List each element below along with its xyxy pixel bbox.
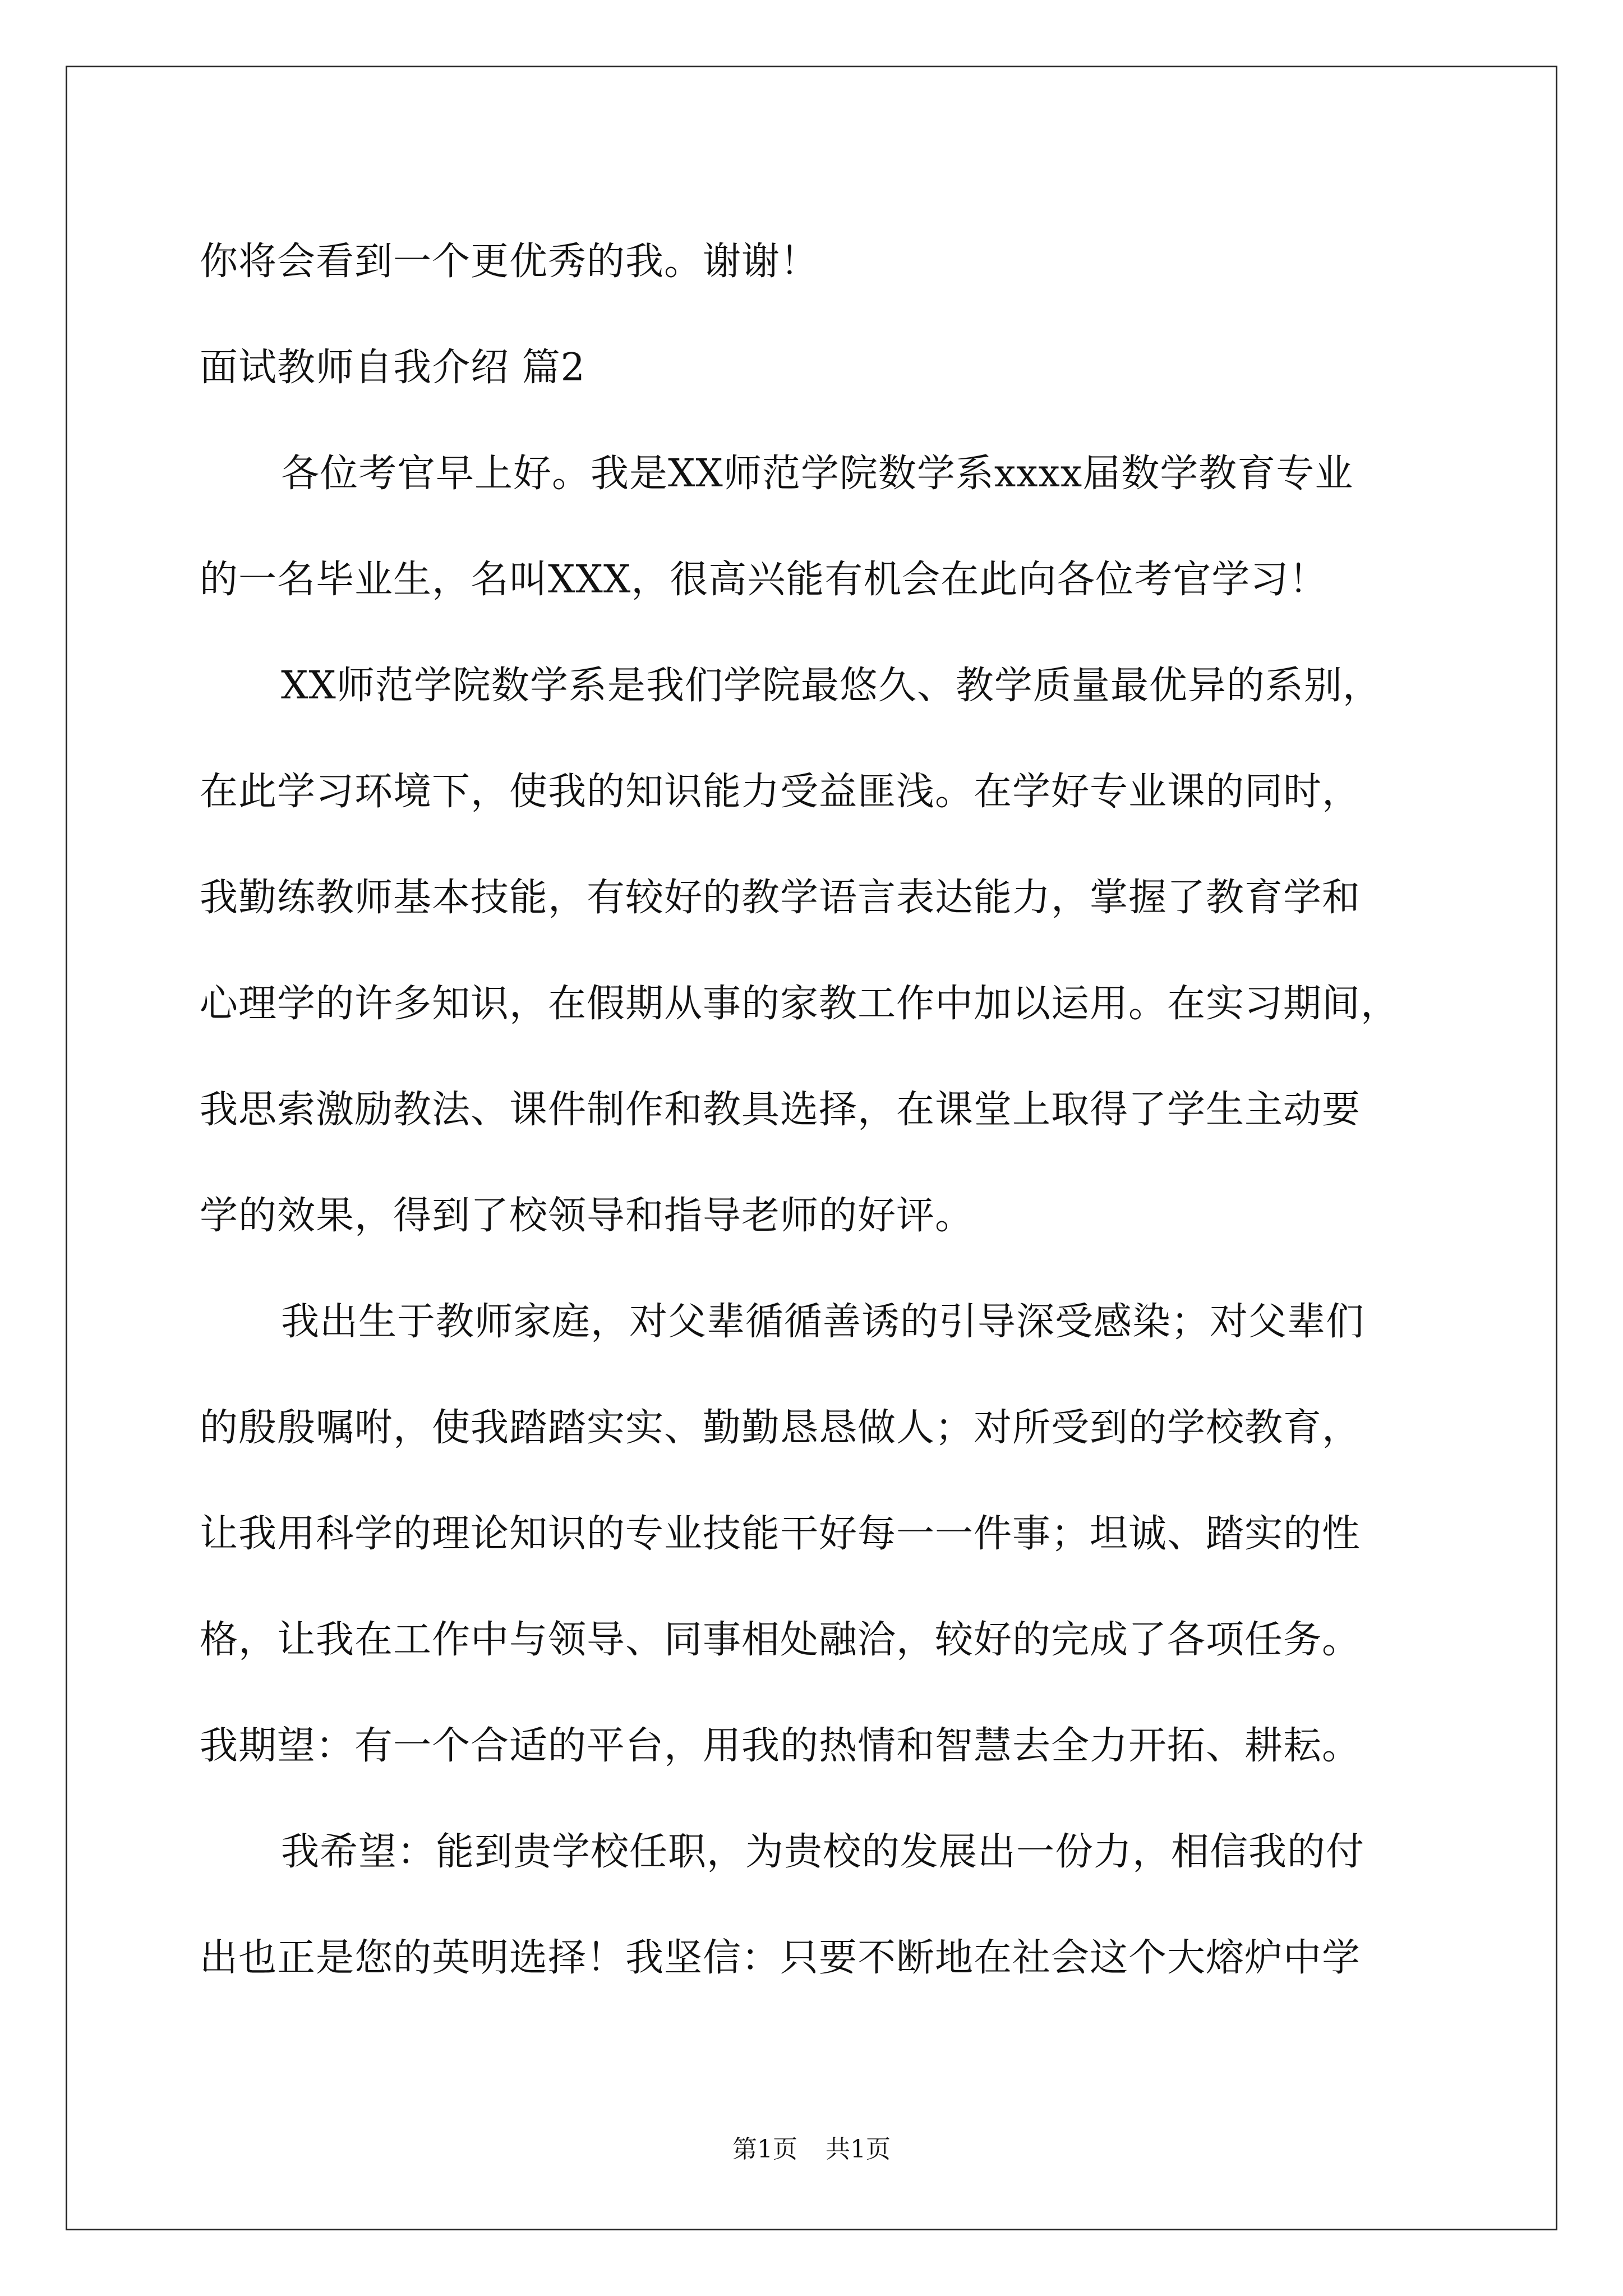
paragraph-line: 格，让我在工作中与领导、同事相处融洽，较好的完成了各项任务。 xyxy=(200,1618,1361,1662)
paragraph-line: 出也正是您的英明选择！我坚信：只要不断地在社会这个大熔炉中学 xyxy=(200,1936,1361,1980)
page-number: 第1页 xyxy=(732,2135,797,2164)
paragraph-line: 在此学习环境下，使我的知识能力受益匪浅。在学好专业课的同时， xyxy=(200,770,1361,814)
paragraph-line: 的一名毕业生，名叫XXX，很高兴能有机会在此向各位考官学习！ xyxy=(200,558,1328,602)
paragraph-line: 学的效果，得到了校领导和指导老师的好评。 xyxy=(200,1194,974,1238)
page-footer xyxy=(0,2129,1623,2165)
section-heading: 面试教师自我介绍 篇2 xyxy=(200,346,585,390)
paragraph-line: 我思索激励教法、课件制作和教具选择，在课堂上取得了学生主动要 xyxy=(200,1088,1361,1132)
paragraph-line: 心理学的许多知识，在假期从事的家教工作中加以运用。在实习期间， xyxy=(200,982,1400,1026)
paragraph-line: 我出生于教师家庭，对父辈循循善诱的引导深受感染；对父辈们 xyxy=(281,1300,1365,1344)
paragraph-line: XX师范学院数学系是我们学院最悠久、教学质量最优异的系别， xyxy=(281,664,1381,708)
page-total: 共1页 xyxy=(826,2135,891,2164)
paragraph-line: 的殷殷嘱咐，使我踏踏实实、勤勤恳恳做人；对所受到的学校教育， xyxy=(200,1406,1361,1450)
paragraph-line: 我期望：有一个合适的平台，用我的热情和智慧去全力开拓、耕耘。 xyxy=(200,1724,1361,1768)
paragraph-line: 我希望：能到贵学校任职，为贵校的发展出一份力，相信我的付 xyxy=(281,1830,1365,1874)
paragraph-line: 我勤练教师基本技能，有较好的教学语言表达能力，掌握了教育学和 xyxy=(200,876,1361,920)
paragraph-line: 你将会看到一个更优秀的我。谢谢！ xyxy=(200,240,819,284)
paragraph-line: 让我用科学的理论知识的专业技能干好每一一件事；坦诚、踏实的性 xyxy=(200,1512,1361,1556)
document-body xyxy=(200,209,1433,2011)
paragraph-line: 各位考官早上好。我是XX师范学院数学系xxxx届数学教育专业 xyxy=(281,452,1354,496)
